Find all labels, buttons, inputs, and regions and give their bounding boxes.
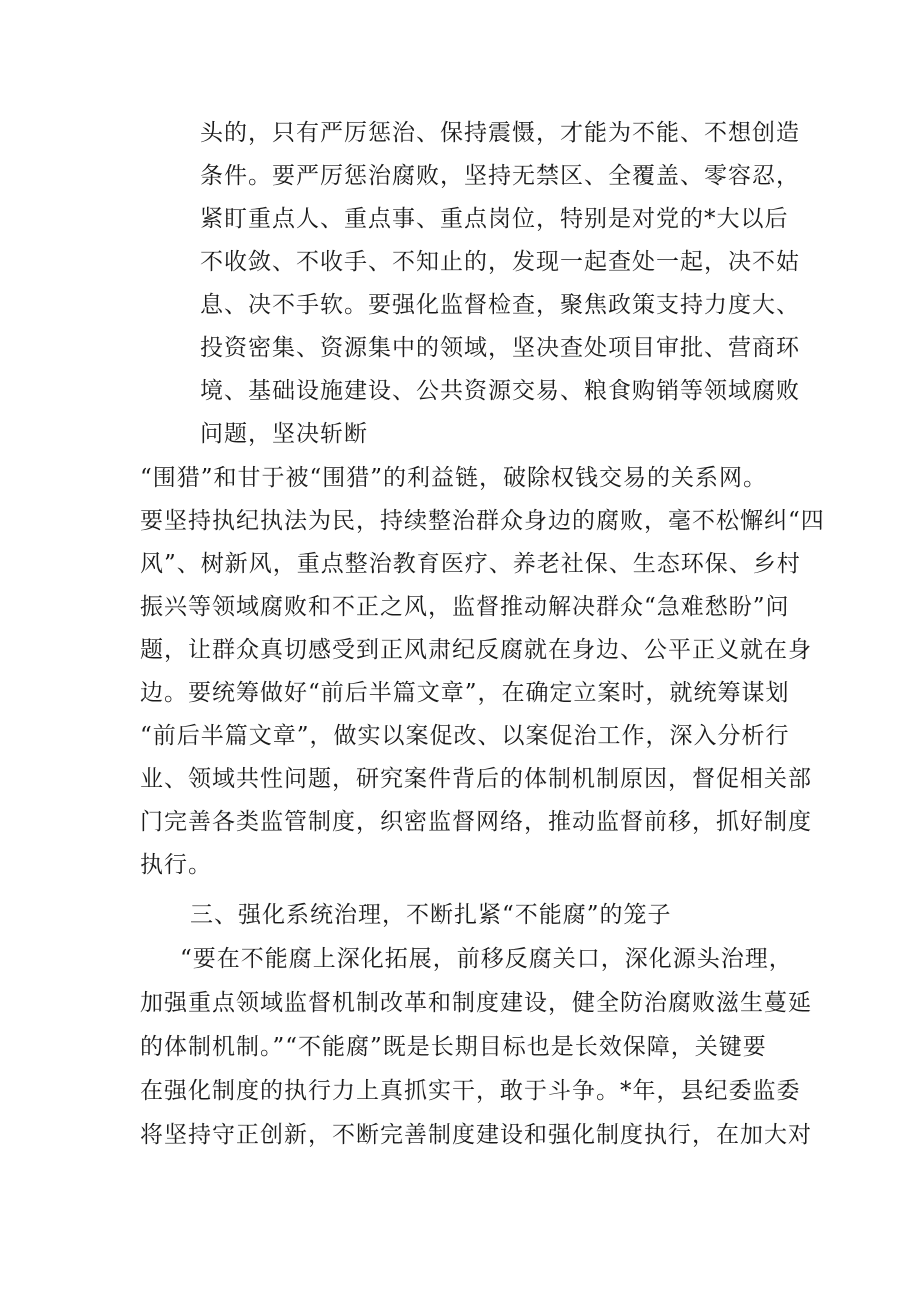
- text-line: 风”、树新风，重点整治教育医疗、养老社保、生态环保、乡村: [140, 551, 801, 577]
- text-line: 在强化制度的执行力上真抓实干，敢于斗争。*年，县纪委监委: [140, 1078, 801, 1104]
- text-line: 境、基础设施建设、公共资源交易、粮食购销等领域腐败: [200, 378, 800, 404]
- text-line: 振兴等领域腐败和不正之风，监督推动解决群众“急难愁盼”问: [140, 594, 790, 620]
- text-line: “围猎”和甘于被“围猎”的利益链，破除权钱交易的关系网。: [140, 465, 768, 491]
- text-line: “要在不能腐上深化拓展，前移反腐关口，深化源头治理，: [180, 946, 793, 972]
- text-line: 要坚持执纪执法为民，持续整治群众身边的腐败，毫不松懈纠“四: [140, 508, 825, 534]
- text-line: 执行。: [140, 852, 212, 878]
- text-line: 问题，坚决斩断: [200, 421, 368, 447]
- text-line: 不收敛、不收手、不知止的，发现一起查处一起，决不姑: [200, 249, 800, 275]
- text-line: 题，让群众真切感受到正风肃纪反腐就在身边、公平正义就在身: [140, 637, 812, 663]
- text-line: 的体制机制。”“不能腐”既是长期目标也是长效保障，关键要: [140, 1034, 767, 1060]
- text-line: 条件。要严厉惩治腐败，坚持无禁区、全覆盖、零容忍，: [200, 163, 800, 189]
- section-heading: 三、强化系统治理，不断扎紧“不能腐”的笼子: [190, 902, 672, 928]
- text-line: 业、领域共性问题，研究案件背后的体制机制原因，督促相关部: [140, 766, 812, 792]
- text-line: 边。要统筹做好“前后半篇文章”，在确定立案时，就统筹谋划: [140, 680, 790, 706]
- text-line: 加强重点领域监督机制改革和制度建设，健全防治腐败滋生蔓延: [140, 990, 812, 1016]
- text-line: 紧盯重点人、重点事、重点岗位，特别是对党的*大以后: [200, 206, 789, 232]
- text-line: “前后半篇文章”，做实以案促改、以案促治工作，深入分析行: [140, 723, 790, 749]
- text-line: 投资密集、资源集中的领域，坚决查处项目审批、营商环: [200, 335, 800, 361]
- text-line: 头的，只有严厉惩治、保持震慑，才能为不能、不想创造: [200, 120, 800, 146]
- text-line: 门完善各类监管制度，织密监督网络，推动监督前移，抓好制度: [140, 809, 812, 835]
- text-line: 息、决不手软。要强化监督检查，聚焦政策支持力度大、: [200, 292, 800, 318]
- text-line: 将坚持守正创新，不断完善制度建设和强化制度执行，在加大对: [140, 1122, 812, 1148]
